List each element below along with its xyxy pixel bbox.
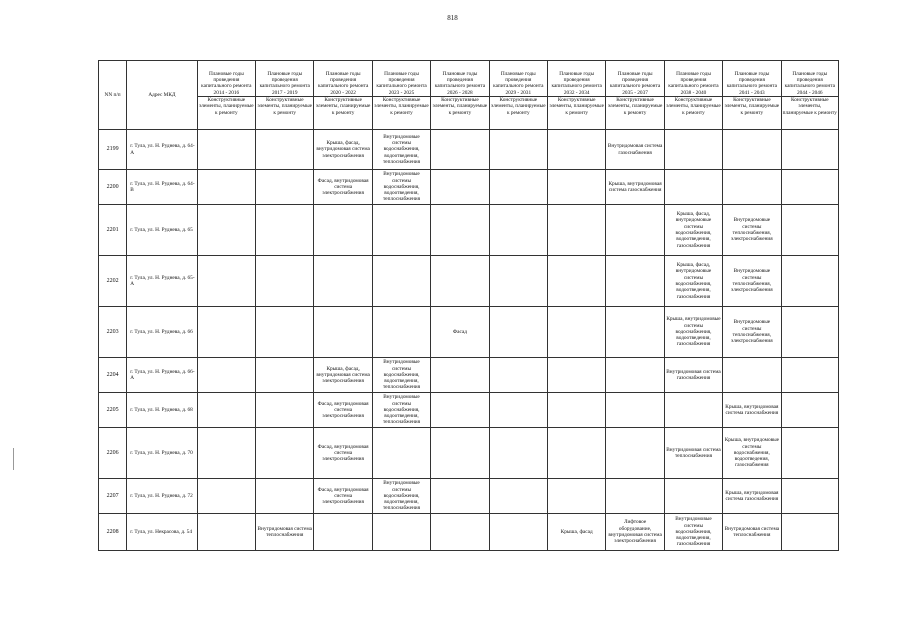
repair-elements-cell: Крыша, внутридомовая система газоснабжения xyxy=(723,479,781,514)
repair-elements-cell xyxy=(548,170,606,205)
repair-elements-cell: Внутридомовые системы водоснабжения, водоотведения, теплоснабжения xyxy=(372,479,430,514)
repair-elements-cell: Лифтовое оборудование, внутридомовая система электроснабжения xyxy=(606,514,664,551)
repair-elements-cell xyxy=(781,479,838,514)
repair-elements-cell xyxy=(489,170,547,205)
repair-elements-cell xyxy=(314,307,372,358)
repair-elements-cell xyxy=(781,256,838,307)
repair-elements-cell xyxy=(489,307,547,358)
column-header-elements: Конструктивные элементы, планируемые к ремонту xyxy=(372,97,430,130)
row-number: 2205 xyxy=(99,393,127,428)
repair-elements-cell xyxy=(781,130,838,170)
repair-elements-cell xyxy=(664,393,722,428)
row-address: г. Тула, ул. Н. Руднева, д. 64-В xyxy=(127,170,197,205)
row-address: г. Тула, ул. Н. Руднева, д. 70 xyxy=(127,428,197,479)
repair-elements-cell xyxy=(197,479,255,514)
column-header-period xyxy=(489,61,547,97)
repair-elements-cell xyxy=(489,358,547,393)
repair-elements-cell xyxy=(489,479,547,514)
repair-elements-cell xyxy=(431,205,489,256)
period-title: Плановые годы проведения капитального ремонта xyxy=(376,70,427,90)
column-header-elements: Конструктивные элементы, планируемые к ремонту xyxy=(431,97,489,130)
repair-elements-cell xyxy=(256,479,314,514)
column-header-period xyxy=(431,61,489,97)
repair-elements-cell xyxy=(489,256,547,307)
repair-elements-cell: Внутридомовая система теплоснабжения xyxy=(256,514,314,551)
column-header-elements: Конструктивные элементы, планируемые к ремонту xyxy=(314,97,372,130)
repair-elements-cell xyxy=(548,479,606,514)
repair-elements-cell xyxy=(548,256,606,307)
table-body xyxy=(99,130,839,551)
repair-elements-cell xyxy=(197,205,255,256)
row-address: г. Тула, ул. Н. Руднева, д. 65-А xyxy=(127,256,197,307)
table-row xyxy=(99,479,839,514)
column-header-elements: Конструктивные элементы, планируемые к ремонту xyxy=(489,97,547,130)
table-row xyxy=(99,307,839,358)
repair-elements-cell: Крыша, фасад, внутридомовая система электроснабжения xyxy=(314,358,372,393)
column-header-period xyxy=(723,61,781,97)
row-address: г. Тула, ул. Н. Руднева, д. 68 xyxy=(127,393,197,428)
table-row xyxy=(99,514,839,551)
repair-elements-cell xyxy=(781,307,838,358)
repair-elements-cell xyxy=(606,393,664,428)
period-title: Плановые годы проведения капитального ремонта xyxy=(317,70,369,90)
column-header-period xyxy=(548,61,606,97)
repair-elements-cell xyxy=(489,205,547,256)
repair-elements-cell xyxy=(664,130,722,170)
column-header-elements: Конструктивные элементы, планируемые к ремонту xyxy=(664,97,722,130)
repair-elements-cell xyxy=(606,307,664,358)
repair-elements-cell xyxy=(256,428,314,479)
repair-elements-cell xyxy=(548,358,606,393)
repair-elements-cell: Внутридомовые системы водоснабжения, водоотведения, газоснабжения xyxy=(664,514,722,551)
repair-elements-cell xyxy=(256,393,314,428)
period-years: 2041 - 2043 xyxy=(739,89,765,96)
margin-mark xyxy=(13,448,14,470)
repair-elements-cell xyxy=(314,514,372,551)
repair-elements-cell xyxy=(372,256,430,307)
period-years: 2014 - 2016 xyxy=(213,89,240,96)
repair-elements-cell: Крыша, внутридомовая система газоснабжения xyxy=(606,170,664,205)
repair-elements-cell xyxy=(197,130,255,170)
capital-repair-table xyxy=(98,60,839,551)
repair-elements-cell xyxy=(723,358,781,393)
repair-elements-cell xyxy=(781,393,838,428)
repair-elements-cell: Внутридомовые системы теплоснабжения, электроснабжения xyxy=(723,256,781,307)
repair-elements-cell xyxy=(431,358,489,393)
row-address: г. Тула, ул. Некрасова, д. 54 xyxy=(127,514,197,551)
repair-elements-cell xyxy=(197,428,255,479)
repair-elements-cell: Крыша, фасад xyxy=(548,514,606,551)
repair-elements-cell xyxy=(431,479,489,514)
column-header-elements: Конструктивные элементы, планируемые к ремонту xyxy=(548,97,606,130)
column-header-period xyxy=(256,61,314,97)
row-number: 2202 xyxy=(99,256,127,307)
repair-elements-cell: Крыша, внутридомовая система газоснабжения xyxy=(723,393,781,428)
row-number: 2206 xyxy=(99,428,127,479)
column-header-period xyxy=(372,61,430,97)
repair-elements-cell xyxy=(431,170,489,205)
table-row xyxy=(99,170,839,205)
column-header-period xyxy=(314,61,372,97)
repair-elements-cell: Внутридомовые системы водоснабжения, водоотведения, теплоснабжения xyxy=(372,393,430,428)
repair-elements-cell xyxy=(314,205,372,256)
repair-elements-cell xyxy=(431,256,489,307)
repair-elements-cell xyxy=(256,256,314,307)
column-header-elements: Конструктивные элементы, планируемые к ремонту xyxy=(256,97,314,130)
repair-elements-cell: Фасад, внутридомовая система электроснабжения xyxy=(314,393,372,428)
repair-elements-cell xyxy=(548,130,606,170)
repair-elements-cell xyxy=(781,358,838,393)
row-address: г. Тула, ул. Н. Руднева, д. 66-А xyxy=(127,358,197,393)
repair-elements-cell xyxy=(372,514,430,551)
repair-elements-cell xyxy=(664,170,722,205)
repair-elements-cell xyxy=(197,393,255,428)
repair-elements-cell: Внутридомовые системы водоснабжения, водоотведения, теплоснабжения xyxy=(372,170,430,205)
repair-elements-cell xyxy=(548,393,606,428)
period-title: Плановые годы проведения капитального ремонта xyxy=(551,70,602,90)
period-title: Плановые годы проведения капитального ремонта xyxy=(493,70,544,90)
repair-elements-cell: Внутридомовые системы водоснабжения, водоотведения, теплоснабжения xyxy=(372,358,430,393)
repair-elements-cell xyxy=(372,307,430,358)
repair-elements-cell xyxy=(489,428,547,479)
column-header-elements: Конструктивные элементы, планируемые к ремонту xyxy=(723,97,781,130)
repair-elements-cell xyxy=(197,514,255,551)
period-years: 2038 - 2040 xyxy=(680,89,707,96)
repair-elements-cell xyxy=(606,256,664,307)
repair-elements-cell: Крыша, фасад, внутридомовые системы водоснабжения, водоотведения, газоснабжения xyxy=(664,205,722,256)
row-number: 2204 xyxy=(99,358,127,393)
repair-elements-cell: Фасад, внутридомовая система электроснабжения xyxy=(314,479,372,514)
row-number: 2199 xyxy=(99,130,127,170)
repair-elements-cell xyxy=(197,256,255,307)
column-header-period xyxy=(606,61,664,97)
header-row-elements xyxy=(99,97,839,130)
repair-elements-cell xyxy=(489,514,547,551)
repair-elements-cell xyxy=(431,130,489,170)
repair-elements-cell xyxy=(256,170,314,205)
row-address: г. Тула, ул. Н. Руднева, д. 72 xyxy=(127,479,197,514)
repair-elements-cell xyxy=(431,514,489,551)
repair-elements-cell xyxy=(548,428,606,479)
repair-elements-cell xyxy=(781,205,838,256)
row-address: г. Тула, ул. Н. Руднева, д. 65 xyxy=(127,205,197,256)
column-header-elements: Конструктивные элементы, планируемые к ремонту xyxy=(606,97,664,130)
column-header-period xyxy=(664,61,722,97)
column-header-period xyxy=(197,61,255,97)
repair-elements-cell xyxy=(606,205,664,256)
repair-elements-cell: Внутридомовая система теплоснабжения xyxy=(664,428,722,479)
repair-elements-cell xyxy=(781,170,838,205)
repair-elements-cell xyxy=(256,307,314,358)
period-title: Плановые годы проведения капитального ремонта xyxy=(609,70,661,90)
period-years: 2044 - 2046 xyxy=(796,89,823,96)
row-address: г. Тула, ул. Н. Руднева, д. 64-А xyxy=(127,130,197,170)
repair-elements-cell: Крыша, фасад, внутридомовые системы водоснабжения, водоотведения, газоснабжения xyxy=(664,256,722,307)
column-header-period xyxy=(781,61,838,97)
repair-elements-cell xyxy=(431,393,489,428)
row-number: 2207 xyxy=(99,479,127,514)
repair-elements-cell xyxy=(431,428,489,479)
row-number: 2203 xyxy=(99,307,127,358)
period-title: Плановые годы проведения капитального ремонта xyxy=(201,70,252,90)
repair-elements-cell: Крыша, фасад, внутридомовая система электроснабжения xyxy=(314,130,372,170)
period-years: 2032 - 2034 xyxy=(563,89,590,96)
page-number: 818 xyxy=(447,14,458,22)
repair-elements-cell xyxy=(606,358,664,393)
repair-elements-cell xyxy=(781,428,838,479)
period-title: Плановые годы проведения капитального ремонта xyxy=(784,70,835,90)
repair-elements-cell xyxy=(256,205,314,256)
row-number: 2208 xyxy=(99,514,127,551)
period-years: 2026 - 2028 xyxy=(447,89,473,96)
table-row xyxy=(99,256,839,307)
repair-elements-cell xyxy=(197,358,255,393)
period-title: Плановые годы проведения капитального ремонта xyxy=(726,70,778,90)
period-years: 2023 - 2025 xyxy=(388,89,415,96)
row-number: 2200 xyxy=(99,170,127,205)
row-number: 2201 xyxy=(99,205,127,256)
period-years: 2035 - 2037 xyxy=(622,89,648,96)
repair-elements-cell xyxy=(664,479,722,514)
repair-elements-cell xyxy=(314,256,372,307)
repair-elements-cell xyxy=(781,514,838,551)
table-row xyxy=(99,130,839,170)
repair-elements-cell: Внутридомовая система газоснабжения xyxy=(606,130,664,170)
repair-elements-cell: Внутридомовые системы теплоснабжения, электроснабжения xyxy=(723,307,781,358)
repair-elements-cell xyxy=(256,130,314,170)
repair-elements-cell xyxy=(372,205,430,256)
repair-elements-cell xyxy=(548,205,606,256)
repair-elements-cell: Фасад, внутридомовая система электроснабжения xyxy=(314,170,372,205)
column-header-number: NN п/п xyxy=(99,61,127,130)
repair-elements-cell: Крыша, внутридомовые системы водоснабжения, водоотведения, газоснабжения xyxy=(664,307,722,358)
repair-elements-cell xyxy=(197,307,255,358)
table-row xyxy=(99,358,839,393)
period-years: 2017 - 2019 xyxy=(271,89,298,96)
period-title: Плановые годы проведения капитального ремонта xyxy=(434,70,486,90)
column-header-address: Адрес МКД xyxy=(127,61,197,130)
repair-elements-cell xyxy=(606,428,664,479)
repair-elements-cell xyxy=(256,358,314,393)
repair-elements-cell: Крыша, внутридомовые системы водоснабжения, водоотведения, газоснабжения xyxy=(723,428,781,479)
repair-elements-cell xyxy=(606,479,664,514)
repair-elements-cell: Внутридомовая система теплоснабжения xyxy=(723,514,781,551)
repair-elements-cell: Внутридомовые системы теплоснабжения, электроснабжения xyxy=(723,205,781,256)
column-header-elements: Конструктивные элементы, планируемые к ремонту xyxy=(781,97,838,130)
repair-elements-cell xyxy=(372,428,430,479)
row-address: г. Тула, ул. Н. Руднева, д. 66 xyxy=(127,307,197,358)
period-title: Плановые годы проведения капитального ремонта xyxy=(259,70,310,90)
repair-elements-cell: Фасад, внутридомовая система электроснабжения xyxy=(314,428,372,479)
period-title: Плановые годы проведения капитального ремонта xyxy=(668,70,719,90)
repair-elements-cell xyxy=(489,393,547,428)
table-row xyxy=(99,393,839,428)
column-header-elements: Конструктивные элементы, планируемые к ремонту xyxy=(197,97,255,130)
table-row xyxy=(99,428,839,479)
period-years: 2029 - 2031 xyxy=(505,89,532,96)
period-years: 2020 - 2022 xyxy=(330,89,356,96)
repair-elements-cell xyxy=(489,130,547,170)
header-row-periods xyxy=(99,61,839,97)
repair-elements-cell xyxy=(197,170,255,205)
repair-elements-cell xyxy=(723,130,781,170)
repair-elements-cell: Внутридомовые системы водоснабжения, водоотведения, теплоснабжения xyxy=(372,130,430,170)
repair-elements-cell: Внутридомовая система газоснабжения xyxy=(664,358,722,393)
repair-elements-cell xyxy=(548,307,606,358)
repair-elements-cell: Фасад xyxy=(431,307,489,358)
table-row xyxy=(99,205,839,256)
repair-elements-cell xyxy=(723,170,781,205)
